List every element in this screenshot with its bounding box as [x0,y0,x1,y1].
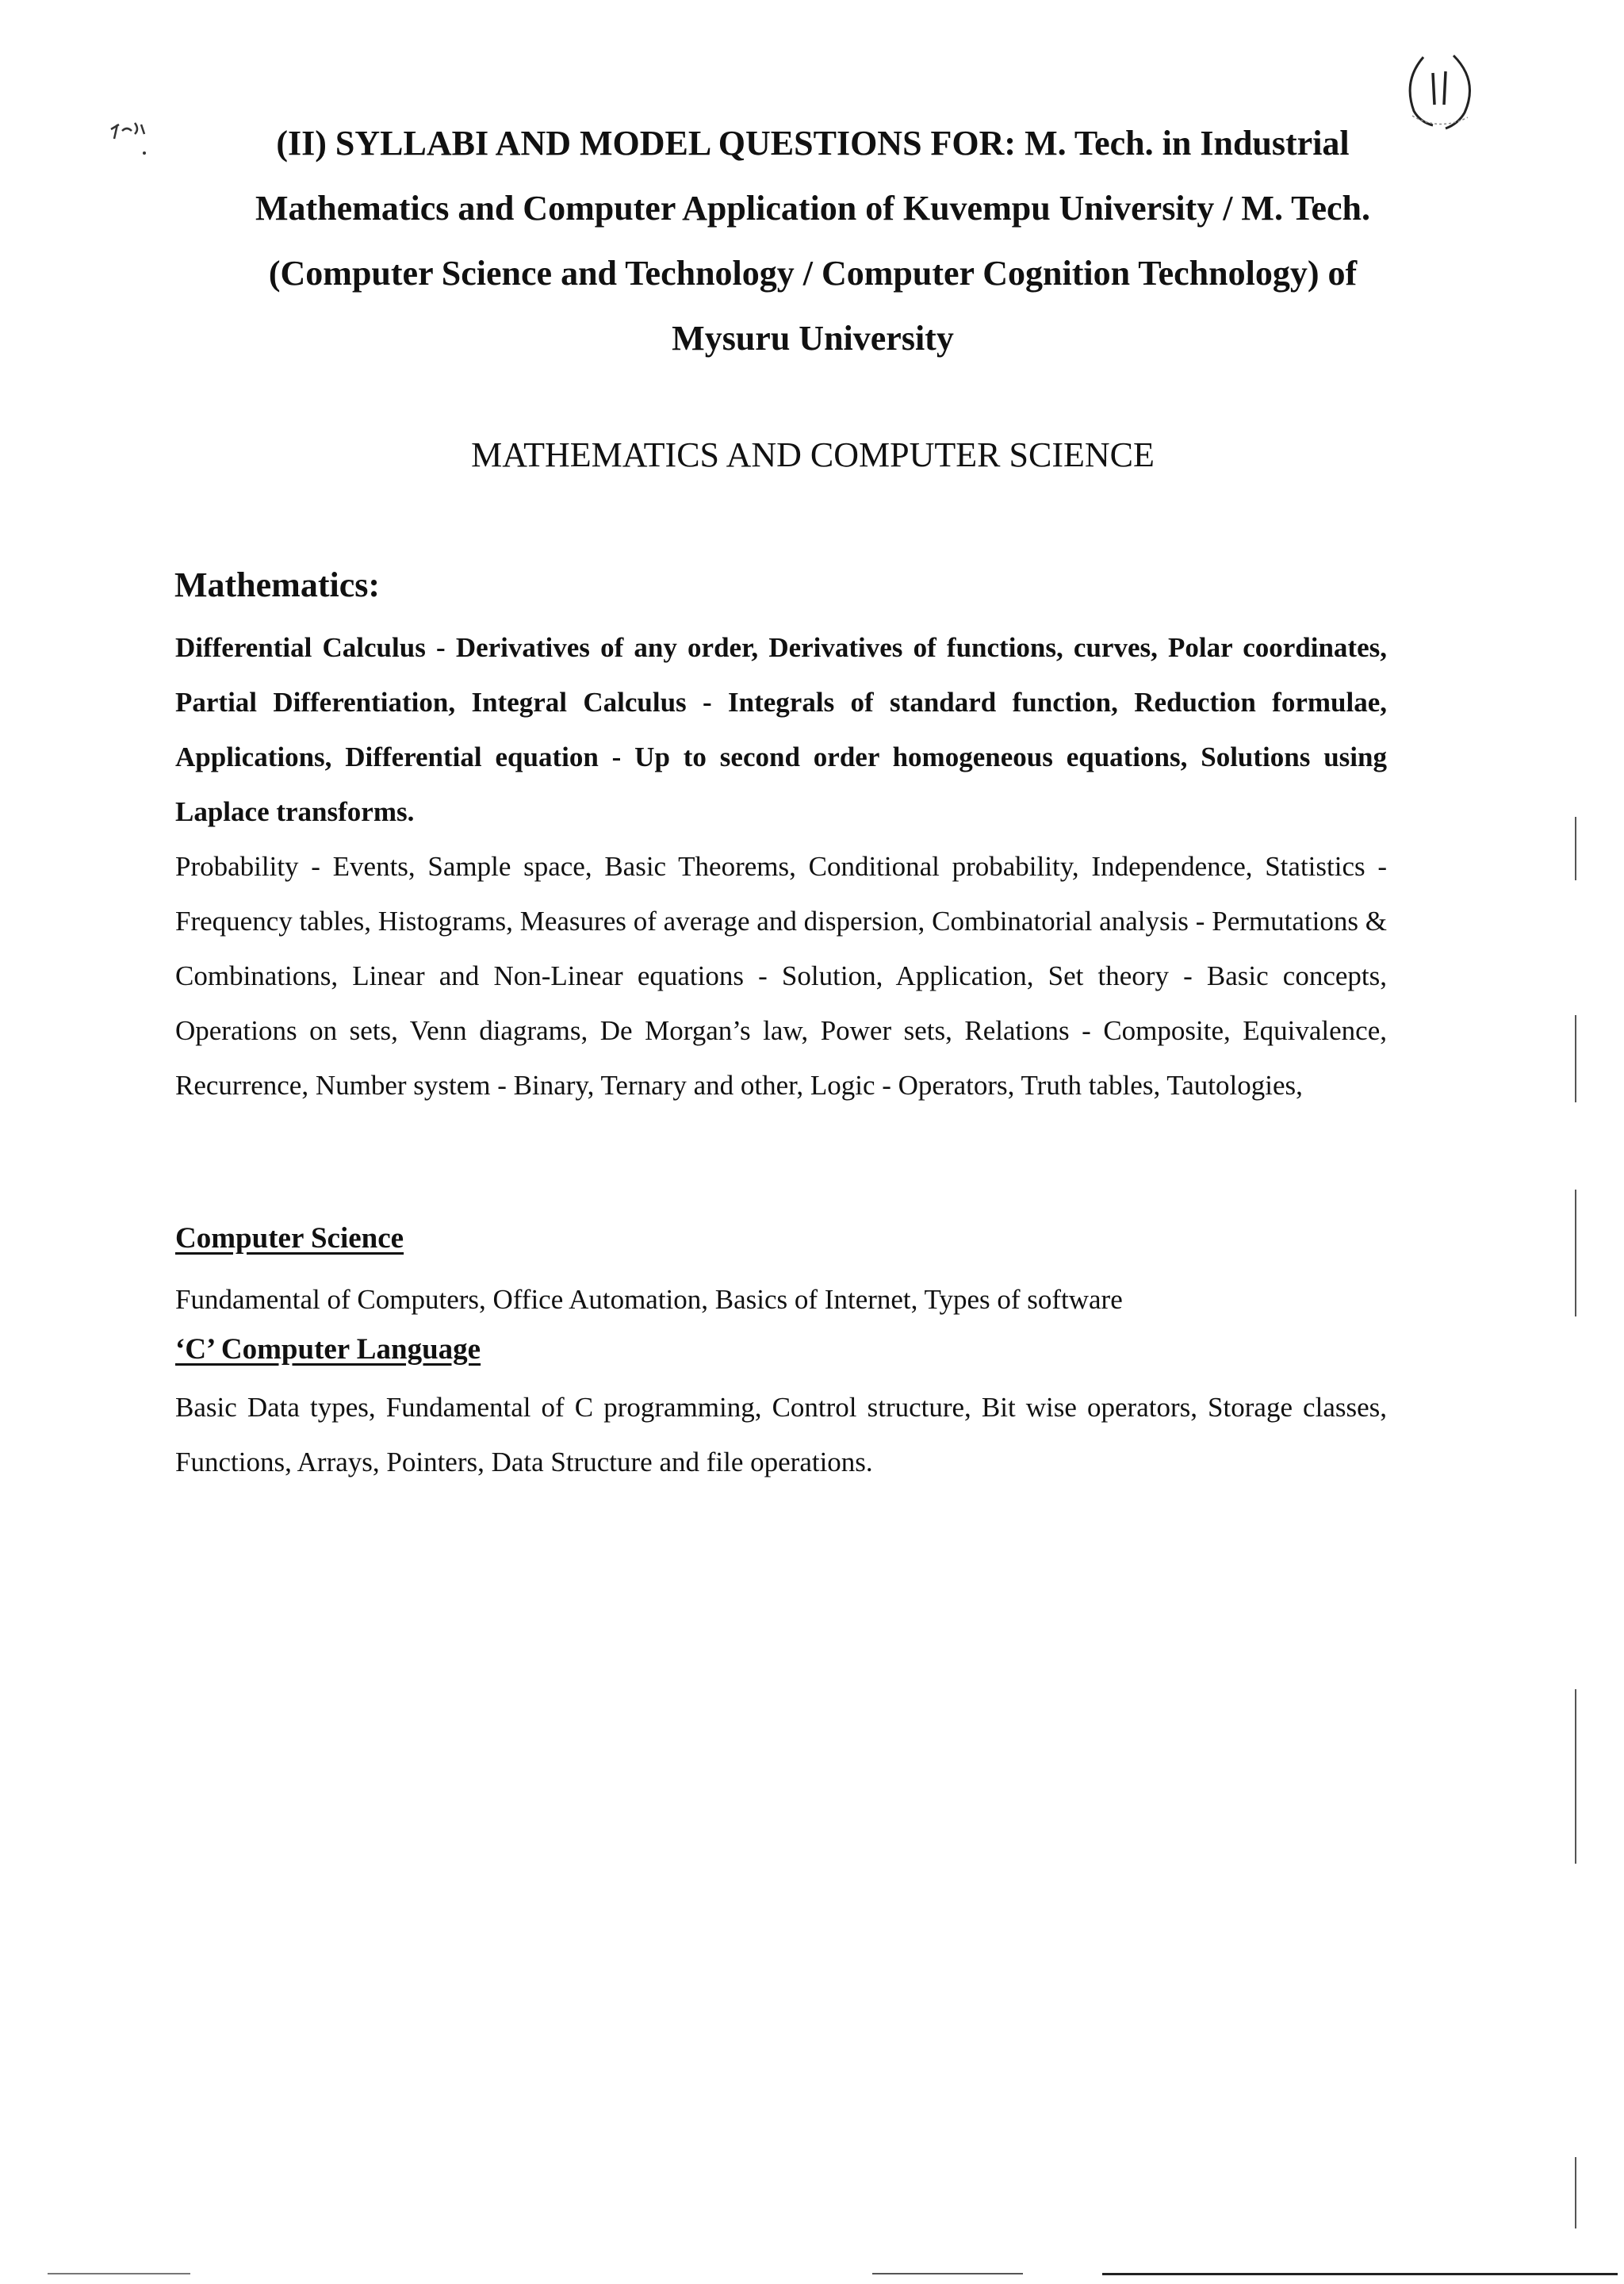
scan-bottom-line [872,2273,1023,2274]
header-line: (II) SYLLABI AND MODEL QUESTIONS FOR: M. Tech. in Industrial [276,124,1350,163]
mathematics-title: Mathematics: [174,565,381,604]
mathematics-bold-paragraph: Differential Calculus - Derivatives of any order, Derivatives of functions, curves, Polar coordinates, Partial Differentiation, Integral Calculus - Integrals of standard function, Reduction formulae, Applications, Differential equation - Up to second order homogeneous equations, Solutions using Laplace transforms. [175,632,1387,827]
section-heading: MATHEMATICS AND COMPUTER SCIENCE [471,435,1155,474]
c-language-title: ‘C’ Computer Language [175,1333,481,1366]
header-line: Mysuru University [672,319,954,358]
scan-edge-line [1575,1689,1576,1864]
margin-scribble [103,107,167,163]
document-header [159,111,1467,371]
scan-edge-line [1575,1190,1576,1316]
scan-edge-line [1575,817,1576,880]
mathematics-regular-paragraph: Probability - Events, Sample space, Basic Theorems, Conditional probability, Independence, Statistics - Frequency tables, Histograms, Measures of average and dispersion, Combinatorial analysis - Permutations & Combinations, Linear and Non-Linear equations - Solution, Application, Set theory - Basic concepts, Operations on sets, Venn diagrams, De Morgan’s law, Power sets, Relations - Composite, Equivalence, Recurrence, Number system - Binary, Ternary and other, Logic - Operators, Truth tables, Tautologies, [175,851,1387,1101]
computer-science-title: Computer Science [175,1222,404,1255]
c-language-text: Basic Data types, Fundamental of C programming, Control structure, Bit wise operators, Storage classes, Functions, Arrays, Pointers, Data Structure and file operations. [175,1392,1387,1477]
computer-science-text: Fundamental of Computers, Office Automation, Basics of Internet, Types of software [175,1284,1123,1315]
scan-edge-line [1575,1015,1576,1102]
scan-bottom-line [48,2273,190,2274]
scan-bottom-line [1102,2273,1618,2275]
header-line: Mathematics and Computer Application of Kuvempu University / M. Tech. [255,189,1370,228]
header-line: (Computer Science and Technology / Computer Cognition Technology) of [268,254,1358,293]
scan-edge-line [1575,2157,1576,2228]
